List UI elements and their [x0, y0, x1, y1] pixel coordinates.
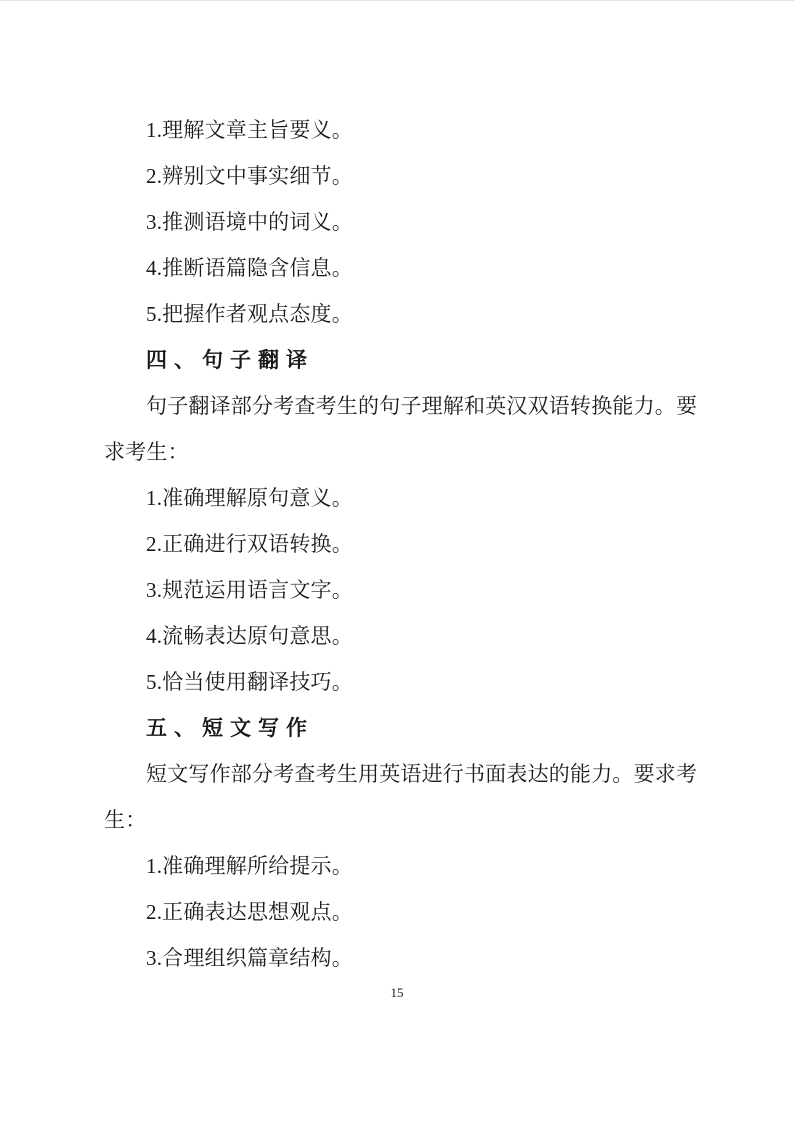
paragraph-line: 短文写作部分考查考生用英语进行书面表达的能力。要求考	[146, 762, 698, 786]
page-number: 15	[390, 985, 404, 1000]
paragraph-line: 句子翻译部分考查考生的句子理解和英汉双语转换能力。要	[146, 394, 698, 418]
paragraph-line: 生：	[104, 808, 147, 832]
list-item: 1.理解文章主旨要义。	[146, 118, 353, 142]
list-item: 2.正确表达思想观点。	[146, 900, 353, 924]
section-heading: 四、句子翻译	[146, 348, 314, 372]
list-item: 5.恰当使用翻译技巧。	[146, 670, 353, 694]
paragraph-line: 求考生：	[104, 440, 189, 464]
list-item: 3.合理组织篇章结构。	[146, 946, 353, 970]
list-item: 4.推断语篇隐含信息。	[146, 256, 353, 280]
list-item: 3.推测语境中的词义。	[146, 210, 353, 234]
page-content	[104, 107, 698, 981]
list-item: 5.把握作者观点态度。	[146, 302, 353, 326]
list-item: 1.准确理解所给提示。	[146, 854, 353, 878]
list-item: 2.辨别文中事实细节。	[146, 164, 353, 188]
section-heading: 五、短文写作	[146, 716, 314, 740]
list-item: 4.流畅表达原句意思。	[146, 624, 353, 648]
list-item: 3.规范运用语言文字。	[146, 578, 353, 602]
list-item: 1.准确理解原句意义。	[146, 486, 353, 510]
list-item: 2.正确进行双语转换。	[146, 532, 353, 556]
